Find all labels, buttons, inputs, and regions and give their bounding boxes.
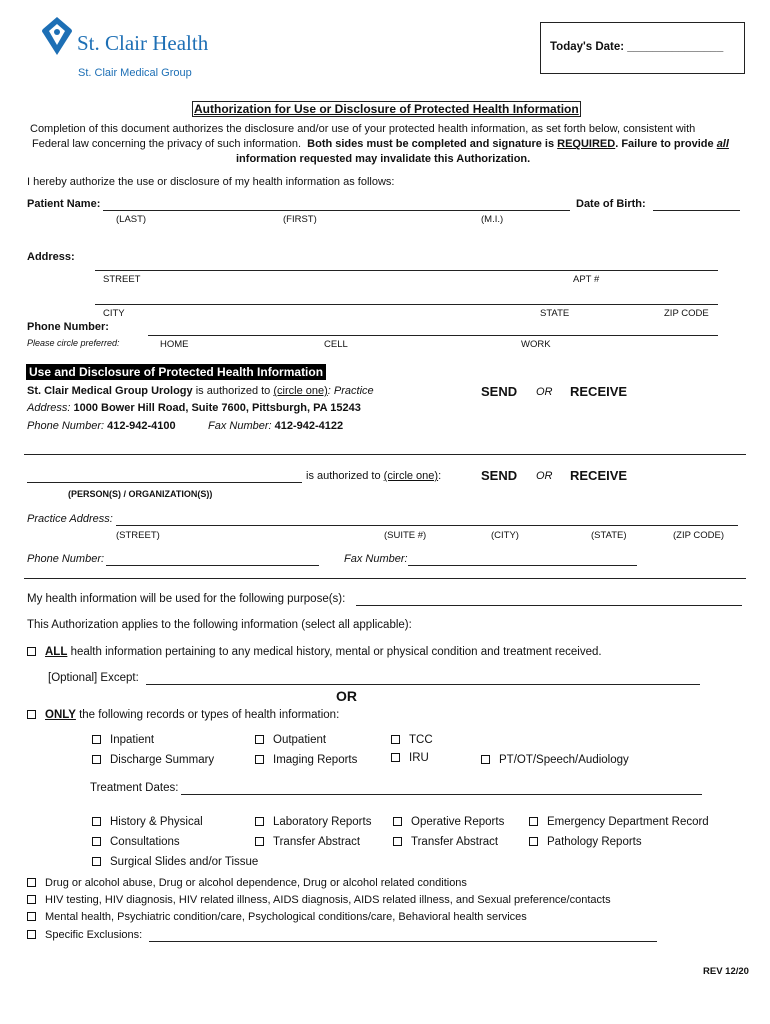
patient-name-label: Patient Name:: [27, 198, 101, 210]
record-pathology-reports[interactable]: Pathology Reports: [529, 836, 642, 848]
divider-1: [24, 454, 746, 455]
practice-address-label: Practice Address:: [27, 513, 113, 525]
checkbox-icon[interactable]: [27, 878, 36, 887]
record-imaging-reports[interactable]: Imaging Reports: [255, 754, 357, 766]
checkbox-icon[interactable]: [255, 817, 264, 826]
or-2: OR: [536, 470, 553, 482]
provider-phone: Phone Number: 412-942-4100: [27, 420, 176, 432]
provider-line: St. Clair Medical Group Urology is authorized to (circle one): Practice: [27, 385, 374, 397]
checkbox-icon[interactable]: [92, 857, 101, 866]
all-option[interactable]: ALL health information pertaining to any medical history, mental or physical condition and treatment received.: [27, 646, 602, 658]
suite-caption: (SUITE #): [384, 530, 427, 541]
todays-date-box: [540, 22, 745, 74]
patient-name-field[interactable]: [103, 210, 570, 211]
record-outpatient[interactable]: Outpatient: [255, 734, 326, 746]
divider-2: [24, 578, 746, 579]
or-separator: OR: [336, 688, 357, 704]
checkbox-icon[interactable]: [92, 837, 101, 846]
sensitive-hiv[interactable]: HIV testing, HIV diagnosis, HIV related illness, AIDS diagnosis, AIDS related illness, and Sexual preference/contacts: [27, 894, 611, 906]
first-caption: (FIRST): [283, 214, 317, 225]
record-tcc[interactable]: TCC: [391, 734, 433, 746]
intro-line-1: Completion of this document authorizes the disclosure and/or use of your protected health information, as set forth below, consistent with: [30, 123, 696, 135]
optional-except-label: [Optional] Except:: [48, 672, 139, 684]
send-option-1[interactable]: SEND: [481, 384, 518, 399]
checkbox-icon[interactable]: [481, 755, 490, 764]
zip-caption: ZIP CODE: [664, 308, 709, 319]
city-caption-2: (CITY): [491, 530, 519, 541]
phone-label: Phone Number:: [27, 321, 109, 333]
blank-authorized-line: is authorized to (circle one):: [306, 470, 442, 482]
phone-field-2[interactable]: [106, 565, 319, 566]
record-iru[interactable]: IRU: [391, 752, 429, 764]
zip-caption-2: (ZIP CODE): [673, 530, 725, 541]
sensitive-drug-alcohol[interactable]: Drug or alcohol abuse, Drug or alcohol dependence, Drug or alcohol related conditions: [27, 877, 467, 889]
checkbox-icon[interactable]: [529, 837, 538, 846]
address-label: Address:: [27, 251, 75, 263]
street-caption-2: (STREET): [116, 530, 160, 541]
street-caption: STREET: [103, 274, 141, 285]
checkbox-icon[interactable]: [255, 735, 264, 744]
checkbox-icon[interactable]: [391, 735, 400, 744]
checkbox-icon[interactable]: [27, 912, 36, 921]
record-pt-ot[interactable]: PT/OT/Speech/Audiology: [481, 754, 629, 766]
street-field[interactable]: [95, 270, 718, 271]
checkbox-icon[interactable]: [393, 817, 402, 826]
org-name: St. Clair Health: [77, 31, 209, 55]
practice-address-field[interactable]: [116, 525, 738, 526]
sensitive-specific-exclusions[interactable]: Specific Exclusions:: [27, 929, 142, 941]
fax-field-2[interactable]: [408, 565, 637, 566]
st-clair-logo-icon: [40, 15, 74, 57]
checkbox-icon[interactable]: [27, 647, 36, 656]
phone-label-2: Phone Number:: [27, 553, 105, 565]
checkbox-icon[interactable]: [92, 735, 101, 744]
record-discharge-summary[interactable]: Discharge Summary: [92, 754, 214, 766]
checkbox-icon[interactable]: [391, 753, 400, 762]
record-inpatient[interactable]: Inpatient: [92, 734, 154, 746]
dob-label: Date of Birth:: [576, 198, 646, 210]
sensitive-mental-health[interactable]: Mental health, Psychiatric condition/care, Psychological conditions/care, Behavioral health services: [27, 911, 527, 923]
only-option[interactable]: ONLY the following records or types of health information:: [27, 709, 339, 721]
record-history-physical[interactable]: History & Physical: [92, 816, 203, 828]
receive-option-2[interactable]: RECEIVE: [570, 468, 628, 483]
record-surgical-slides[interactable]: Surgical Slides and/or Tissue: [92, 856, 258, 868]
or-1: OR: [536, 386, 553, 398]
exclusions-field[interactable]: [149, 941, 657, 942]
state-caption-2: (STATE): [591, 530, 627, 541]
checkbox-icon[interactable]: [92, 817, 101, 826]
treatment-dates-label: Treatment Dates:: [90, 782, 179, 794]
treatment-dates-field[interactable]: [181, 794, 702, 795]
checkbox-icon[interactable]: [92, 755, 101, 764]
record-operative-reports[interactable]: Operative Reports: [393, 816, 504, 828]
checkbox-icon[interactable]: [529, 817, 538, 826]
dob-field[interactable]: [653, 210, 740, 211]
org-subname: St. Clair Medical Group: [78, 67, 192, 79]
record-transfer-abstract-1[interactable]: Transfer Abstract: [255, 836, 360, 848]
phone-field[interactable]: [148, 335, 718, 336]
revision-label: REV 12/20: [703, 966, 749, 977]
checkbox-icon[interactable]: [27, 895, 36, 904]
apt-caption: APT #: [573, 274, 600, 285]
provider-address: Address: 1000 Bower Hill Road, Suite 7600, Pittsburgh, PA 15243: [27, 402, 361, 414]
provider-fax: Fax Number: 412-942-4122: [208, 420, 344, 432]
record-emergency-department[interactable]: Emergency Department Record: [529, 816, 709, 828]
except-field[interactable]: [146, 684, 700, 685]
city-caption: CITY: [103, 308, 125, 319]
checkbox-icon[interactable]: [255, 755, 264, 764]
applies-label: This Authorization applies to the following information (select all applicable):: [27, 619, 412, 631]
purpose-label: My health information will be used for the following purpose(s):: [27, 593, 346, 605]
send-option-2[interactable]: SEND: [481, 468, 518, 483]
record-transfer-abstract-2[interactable]: Transfer Abstract: [393, 836, 498, 848]
state-caption: STATE: [540, 308, 570, 319]
last-caption: (LAST): [116, 214, 147, 225]
authorize-line: I hereby authorize the use or disclosure of my health information as follows:: [27, 176, 395, 188]
checkbox-icon[interactable]: [393, 837, 402, 846]
cell-option[interactable]: CELL: [324, 339, 348, 350]
intro-line-3: information requested may invalidate this Authorization.: [236, 153, 531, 165]
section-heading-disclosure: Use and Disclosure of Protected Health Information: [26, 364, 326, 380]
checkbox-icon[interactable]: [27, 710, 36, 719]
fax-label-2: Fax Number:: [344, 553, 408, 565]
city-field[interactable]: [95, 304, 718, 305]
checkbox-icon[interactable]: [27, 930, 36, 939]
checkbox-icon[interactable]: [255, 837, 264, 846]
record-consultations[interactable]: Consultations: [92, 836, 180, 848]
intro-line-2: Federal law concerning the privacy of such information. Both sides must be completed and signature is REQUIRED. Failure to provide all: [32, 138, 729, 150]
receive-option-1[interactable]: RECEIVE: [570, 384, 628, 399]
work-option[interactable]: WORK: [521, 339, 551, 350]
form-title: Authorization for Use or Disclosure of Protected Health Information: [194, 102, 579, 116]
todays-date-label[interactable]: Today's Date: _______________: [550, 41, 724, 53]
logo: [40, 15, 210, 85]
record-laboratory-reports[interactable]: Laboratory Reports: [255, 816, 371, 828]
mi-caption: (M.I.): [481, 214, 504, 225]
person-org-caption: (PERSON(S) / ORGANIZATION(S)): [68, 489, 213, 499]
person-org-field[interactable]: [27, 482, 302, 483]
circle-preferred: Please circle preferred:: [27, 338, 120, 348]
home-option[interactable]: HOME: [160, 339, 189, 350]
purpose-field[interactable]: [356, 605, 742, 606]
